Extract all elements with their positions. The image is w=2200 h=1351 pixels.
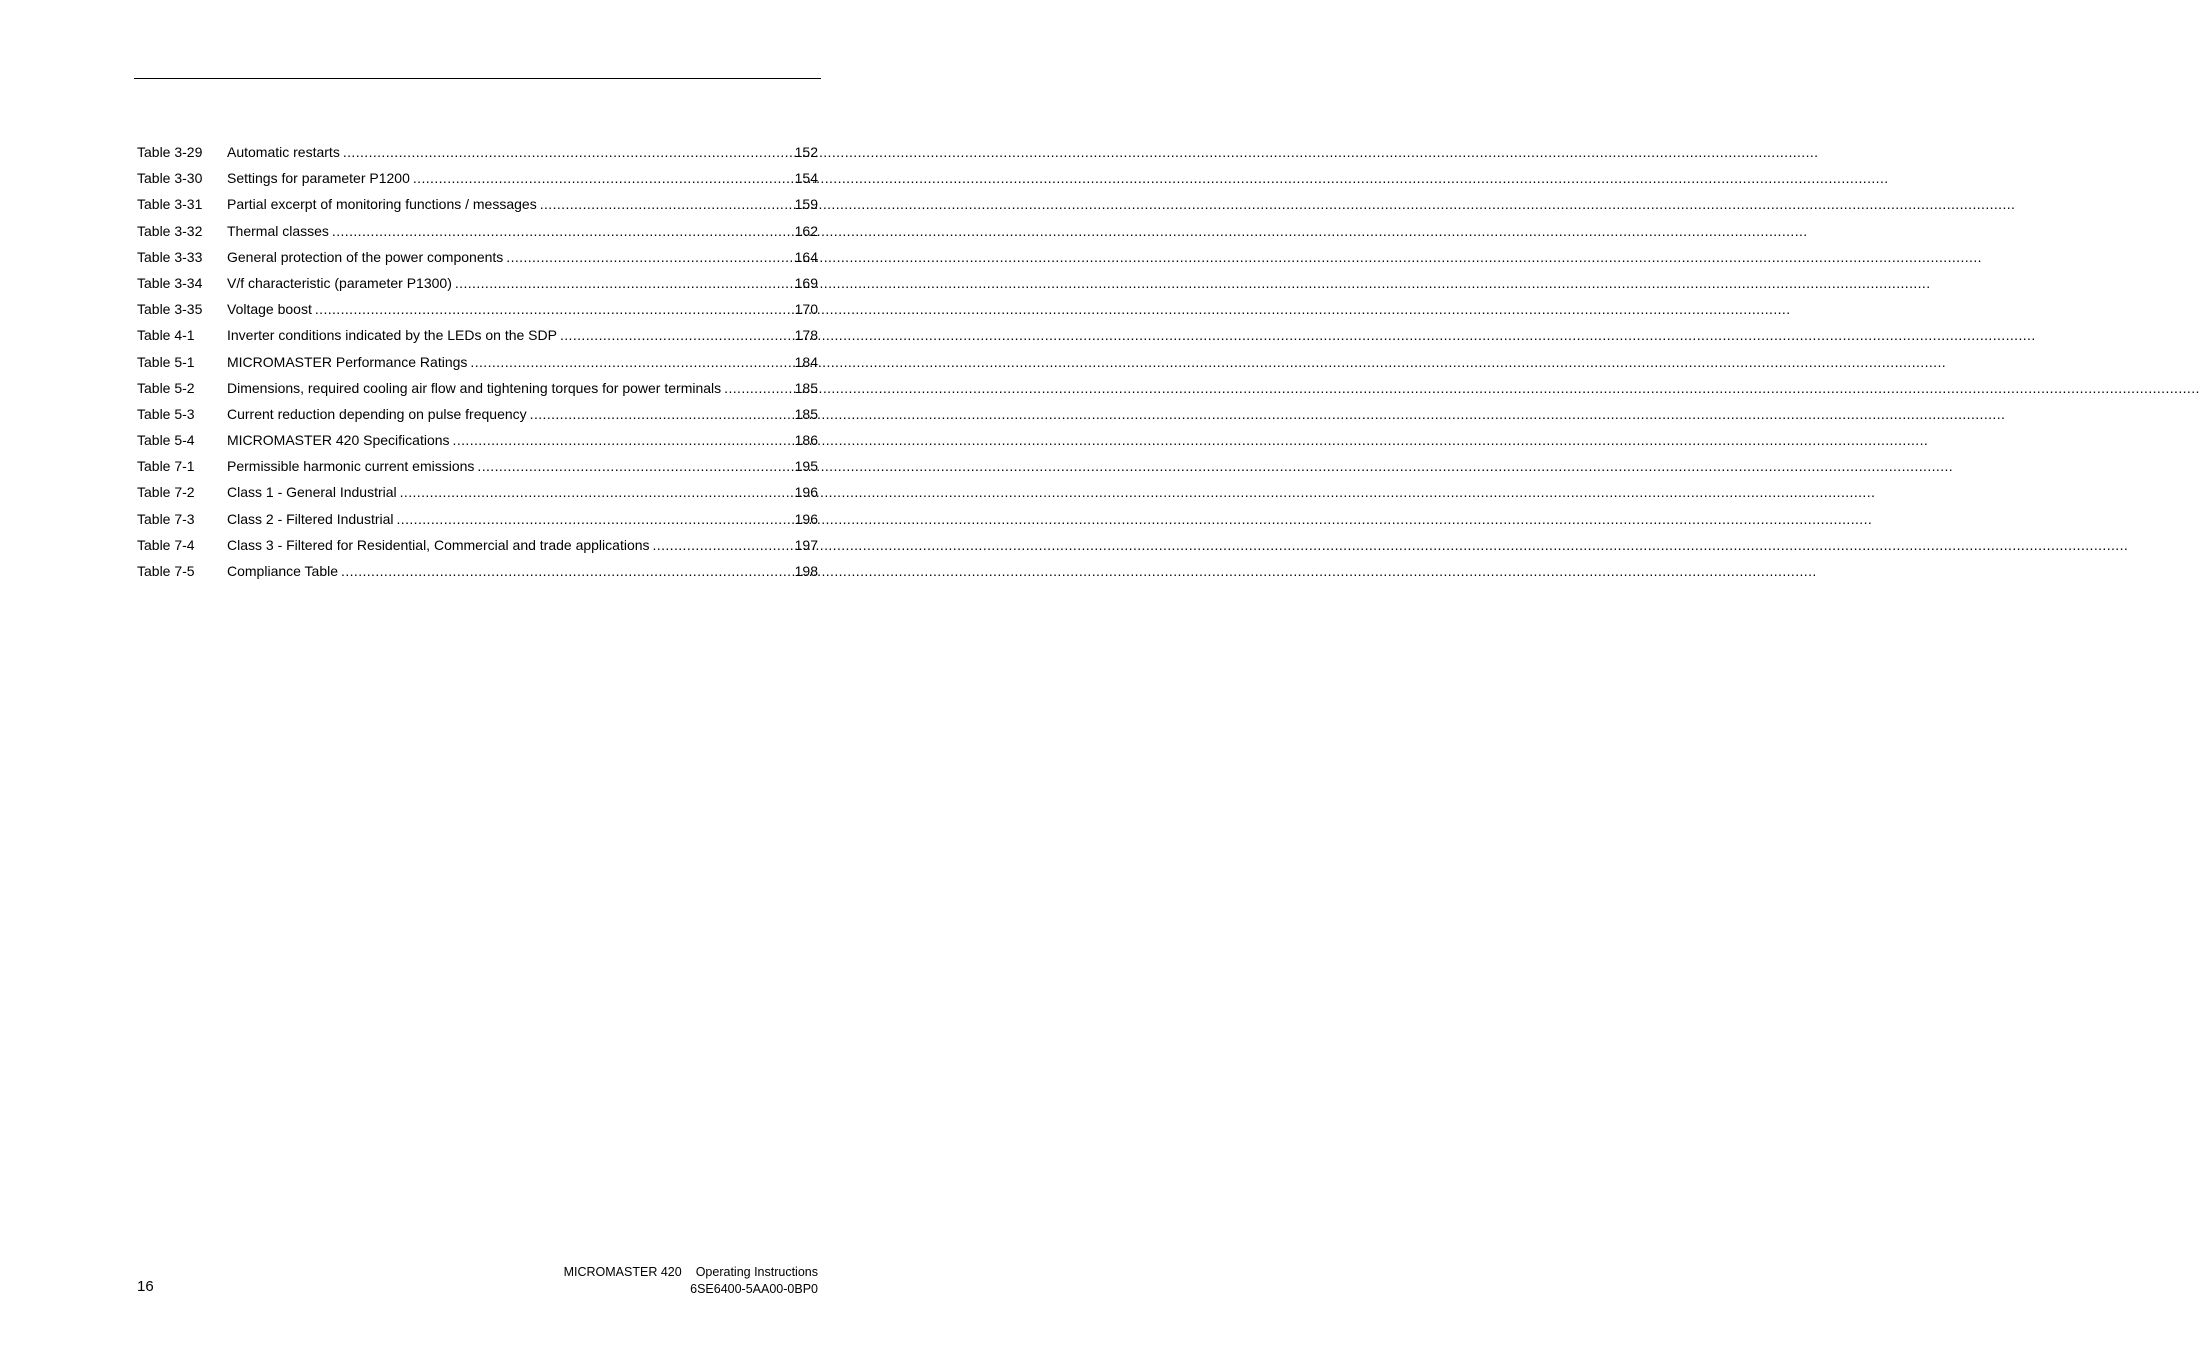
- footer-document-info: [564, 1264, 818, 1297]
- toc-entry-page: 154: [794, 170, 818, 187]
- toc-dot-leader: [530, 405, 792, 423]
- toc-entry-title: Class 2 - Filtered Industrial: [227, 510, 394, 527]
- toc-entry-label: Table 5-2: [137, 379, 195, 396]
- toc-entry-page: 169: [794, 274, 818, 291]
- toc-entry-label: Table 7-4: [137, 536, 195, 553]
- toc-entry-label: Table 5-3: [137, 405, 195, 422]
- toc-entry: [137, 353, 818, 379]
- toc-entry-title: Inverter conditions indicated by the LEDs on the SDP: [227, 327, 557, 344]
- toc-dot-leader: [332, 222, 792, 240]
- toc-entry-label: Table 7-2: [137, 484, 195, 501]
- toc-dot-leader: [477, 457, 791, 475]
- toc-entry-label: Table 3-30: [137, 170, 203, 187]
- toc-entry-title: Partial excerpt of monitoring functions / messages: [227, 196, 537, 213]
- footer-order-number: 6SE6400-5AA00-0BP0: [690, 1281, 818, 1296]
- toc-dot-leader: [540, 195, 792, 213]
- toc-entry: [137, 536, 818, 562]
- toc-entry: [137, 483, 818, 509]
- toc-entry: [137, 248, 818, 274]
- toc-entry-page: 197: [794, 536, 818, 553]
- header-rule: [134, 78, 821, 79]
- toc-dot-leader: [506, 248, 791, 266]
- toc-entry: [137, 431, 818, 457]
- toc-entry-page: 178: [794, 327, 818, 344]
- toc-entry-label: Table 7-5: [137, 563, 195, 579]
- toc-entry-page: 196: [794, 510, 818, 527]
- toc-dot-leader: [455, 274, 792, 292]
- toc-entry-label: Table 4-1: [137, 327, 195, 344]
- toc-entry-page: 195: [794, 458, 818, 475]
- toc-dot-leader: [453, 431, 792, 449]
- toc-entry-page: 152: [794, 144, 818, 160]
- toc-entry-label: Table 3-35: [137, 301, 203, 318]
- toc-dot-leader: [724, 379, 791, 397]
- toc-entry: [137, 562, 818, 588]
- toc-dot-leader: [397, 510, 792, 528]
- footer-product-name: MICROMASTER 420: [563, 1265, 682, 1279]
- toc-entry: [137, 379, 818, 405]
- toc-entry: [137, 143, 818, 169]
- footer-document-type: Operating Instructions: [695, 1265, 818, 1279]
- toc-entry-title: Thermal classes: [227, 222, 329, 239]
- toc-entry-title: General protection of the power components: [227, 248, 504, 265]
- toc-entry-title: MICROMASTER 420 Specifications: [227, 432, 450, 449]
- toc-entry-page: 162: [794, 222, 818, 239]
- toc-entry: [137, 405, 818, 431]
- toc-entry-label: Table 3-34: [137, 274, 203, 291]
- toc-entry-title: Dimensions, required cooling air flow and tightening torques for power terminals: [227, 379, 722, 396]
- toc-entry-page: 164: [794, 248, 818, 265]
- toc-entry-page: 184: [794, 353, 818, 370]
- toc-entry: [137, 169, 818, 195]
- toc-entry-page: 185: [794, 405, 818, 422]
- footer-page-number: 16: [137, 1278, 154, 1295]
- toc-entry-page: 198: [794, 563, 818, 579]
- footer-title-line: [564, 1264, 818, 1281]
- toc-entry-title: Compliance Table: [227, 563, 339, 579]
- toc-entry: [137, 457, 818, 483]
- toc-entry-title: V/f characteristic (parameter P1300): [227, 274, 452, 291]
- toc-entry: [137, 300, 818, 326]
- toc-entry-page: 170: [794, 301, 818, 318]
- toc-entry-page: 186: [794, 432, 818, 449]
- toc-entry-label: Table 5-1: [137, 353, 195, 370]
- toc-entry-label: Table 3-32: [137, 222, 203, 239]
- table-of-contents: [137, 143, 818, 588]
- toc-entry-title: Current reduction depending on pulse frequency: [227, 405, 527, 422]
- toc-entry-page: 196: [794, 484, 818, 501]
- toc-entry-page: 159: [794, 196, 818, 213]
- toc-entry-title: Permissible harmonic current emissions: [227, 458, 475, 475]
- toc-dot-leader: [400, 483, 792, 501]
- toc-entry: [137, 326, 818, 352]
- toc-dot-leader: [343, 143, 792, 161]
- toc-dot-leader: [315, 300, 792, 318]
- toc-entry: [137, 510, 818, 536]
- toc-entry-title: Class 3 - Filtered for Residential, Commercial and trade applications: [227, 536, 650, 553]
- toc-entry-label: Table 7-1: [137, 458, 195, 475]
- toc-dot-leader: [470, 353, 791, 371]
- toc-dot-leader: [413, 169, 792, 187]
- toc-entry-title: Class 1 - General Industrial: [227, 484, 397, 501]
- toc-entry-title: Settings for parameter P1200: [227, 170, 410, 187]
- toc-dot-leader: [560, 326, 792, 344]
- toc-entry: [137, 274, 818, 300]
- toc-entry-page: 185: [794, 379, 818, 396]
- toc-entry-label: Table 7-3: [137, 510, 195, 527]
- toc-entry-title: Voltage boost: [227, 301, 312, 318]
- toc-entry-title: Automatic restarts: [227, 144, 340, 160]
- toc-entry-label: Table 3-31: [137, 196, 203, 213]
- toc-dot-leader: [653, 536, 792, 554]
- toc-entry-label: Table 5-4: [137, 432, 195, 449]
- toc-dot-leader: [341, 562, 792, 580]
- toc-entry-label: Table 3-29: [137, 144, 203, 160]
- toc-entry: [137, 222, 818, 248]
- toc-entry-title: MICROMASTER Performance Ratings: [227, 353, 468, 370]
- toc-entry: [137, 195, 818, 221]
- toc-entry-label: Table 3-33: [137, 248, 203, 265]
